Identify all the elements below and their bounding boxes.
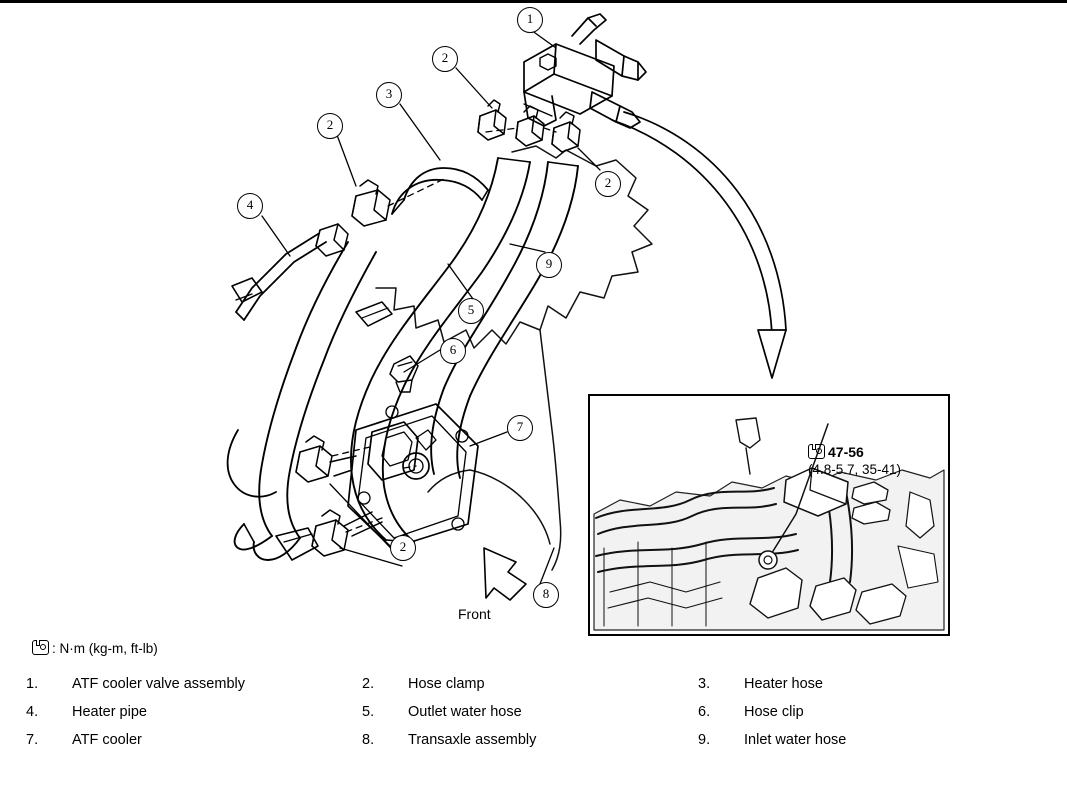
part-item-3 <box>698 676 1034 692</box>
parts-row <box>26 676 1036 704</box>
torque-primary-row <box>808 444 901 460</box>
callout-4: 4 <box>237 193 263 219</box>
part-number: 2. <box>362 676 375 692</box>
callout-7: 7 <box>507 415 533 441</box>
part-number: 9. <box>698 732 711 748</box>
part-label: Hose clip <box>744 704 804 720</box>
part-number: 8. <box>362 732 375 748</box>
part-item-5 <box>362 704 698 720</box>
torque-spec <box>808 444 901 477</box>
part-item-1 <box>26 676 362 692</box>
part-label: ATF cooler <box>72 732 142 748</box>
callout-9: 9 <box>536 252 562 278</box>
part-label: ATF cooler valve assembly <box>72 676 245 692</box>
part-number: 6. <box>698 704 711 720</box>
units-legend-text: : N·m (kg-m, ft-lb) <box>52 641 158 656</box>
part-label: Transaxle assembly <box>408 732 537 748</box>
parts-row <box>26 704 1036 732</box>
callout-2-left: 2 <box>317 113 343 139</box>
part-item-7 <box>26 732 362 748</box>
front-direction-label: Front <box>458 606 491 622</box>
callout-5: 5 <box>458 298 484 324</box>
callout-2-right: 2 <box>595 171 621 197</box>
part-label: Heater pipe <box>72 704 147 720</box>
callout-3: 3 <box>376 82 402 108</box>
part-label: Heater hose <box>744 676 823 692</box>
torque-value: 47-56 <box>828 444 864 460</box>
part-item-9 <box>698 732 1034 748</box>
part-number: 3. <box>698 676 711 692</box>
part-number: 7. <box>26 732 39 748</box>
part-item-4 <box>26 704 362 720</box>
units-legend <box>32 640 158 656</box>
callout-1: 1 <box>517 7 543 33</box>
callout-8: 8 <box>533 582 559 608</box>
part-item-8 <box>362 732 698 748</box>
part-label: Hose clamp <box>408 676 485 692</box>
part-item-2 <box>362 676 698 692</box>
part-number: 5. <box>362 704 375 720</box>
callout-6: 6 <box>440 338 466 364</box>
parts-row <box>26 732 1036 760</box>
part-item-6 <box>698 704 1034 720</box>
part-number: 1. <box>26 676 39 692</box>
callout-2-cooler: 2 <box>390 535 416 561</box>
torque-alt-units: (4.8-5.7, 35-41) <box>808 462 902 477</box>
parts-list <box>26 676 1036 760</box>
inset-illustration <box>590 396 948 634</box>
part-label: Outlet water hose <box>408 704 522 720</box>
torque-wrench-icon <box>808 444 825 459</box>
part-label: Inlet water hose <box>744 732 847 748</box>
torque-wrench-icon-legend <box>32 640 49 655</box>
engine-bay-inset <box>588 394 950 636</box>
part-number: 4. <box>26 704 39 720</box>
callout-2-top: 2 <box>432 46 458 72</box>
